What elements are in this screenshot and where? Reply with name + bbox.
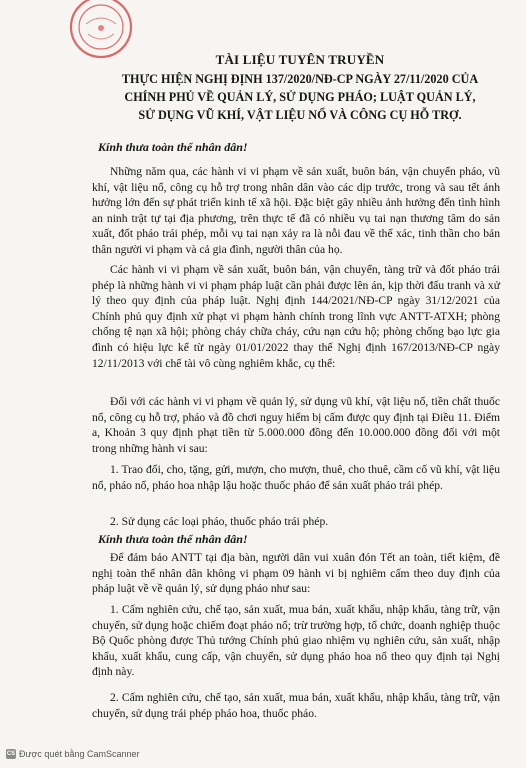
paragraph-intro: Những năm qua, các hành vi vi phạm về sản xuất, buôn bán, vận chuyển pháo, vũ khí, vật liệu nổ, công cụ hỗ trợ trong nhân dân vào các dịp trước, trong và sau tết ảnh hưởng lớn đến sự phát triển kinh tế xã hội. Đặc biệt gây nhiều ảnh hưởng đến tình hình an ninh trật tự tại địa phương, trên thực tế đã có nhiều vụ tai nạn thương tâm do sản xuất, đốt pháo trái phép, mỗi vụ tai nạn xảy ra là nỗi đau về thể xác, tinh thần cho bản thân người vi phạm và cả gia đình, người thân của họ. [92,165,500,256]
greeting-second: Kính thưa toàn thể nhân dân! [98,532,248,546]
scanner-watermark [6,749,140,759]
document-subtitle: THỰC HIỆN NGHỊ ĐỊNH 137/2020/NĐ-CP NGÀY 27/11/2020 CỦA CHÍNH PHỦ VỀ QUẢN LÝ, SỬ DỤNG PHÁO; LUẬT QUẢN LÝ, SỬ DỤNG VŨ KHÍ, VẬT LIỆU NỔ VÀ CÔNG CỤ HỖ TRỢ. [121,72,479,122]
greeting-first: Kính thưa toàn thể nhân dân! [98,140,248,154]
scanner-watermark-text: Được quét bằng CamScanner [19,749,140,759]
paragraph-request: Để đảm bảo ANTT tại địa bàn, người dân vui xuân đón Tết an toàn, tiết kiệm, đề nghị toàn thể nhân dân không vi phạm 09 hành vi bị nghiêm cấm theo duy định của pháp luật về về quản lý, sử dụng pháo như sau: [92,551,500,596]
official-stamp [68,0,134,60]
camscanner-icon: CS [6,751,16,757]
list-item-penalty-1: 1. Trao đổi, cho, tặng, gửi, mượn, cho mượn, thuê, cho thuê, cầm cố vũ khí, vật liệu nổ, pháo nổ, pháo hoa nhập lậu hoặc thuốc pháo để sản xuất pháo trái phép. [92,463,500,492]
paragraph-penalty: Đối với các hành vi vi phạm về quản lý, sử dụng vũ khí, vật liệu nổ, tiền chất thuốc nổ, công cụ hỗ trợ, pháo và đồ chơi nguy hiểm bị cấm được quy định tại Điều 11. Điểm a, Khoản 3 quy định phạt tiền từ 5.000.000 đồng đến 10.000.000 đồng đối với một trong những hành vi sau: [92,395,500,455]
list-item-prohibition-2: 2. Cấm nghiên cứu, chế tạo, sản xuất, mua bán, xuất khẩu, nhập khẩu, tàng trữ, vận chuyển, sử dụng trái phép pháo hoa, thuốc pháo. [92,691,500,720]
document-title: TÀI LIỆU TUYÊN TRUYỀN [215,52,385,67]
list-item-penalty-2: 2. Sử dụng các loại pháo, thuốc pháo trái phép. [110,515,329,528]
list-item-prohibition-1: 1. Cấm nghiên cứu, chế tạo, sản xuất, mua bán, xuất khẩu, nhập khẩu, tàng trữ, vận chuyển, sử dụng hoặc chiếm đoạt pháo nổ; trừ trường hợp, tổ chức, doanh nghiệp thuộc Bộ Quốc phòng được Thủ tướng Chính phủ giao nhiệm vụ nghiên cứu, sản xuất, nhập khẩu, xuất khẩu, cung cấp, vận chuyển, sử dụng pháo hoa nổ theo quy định tại Nghị định này. [92,603,500,679]
paragraph-regulation: Các hành vi vi phạm về sản xuất, buôn bán, vận chuyển, tàng trữ và đốt pháo trái phép là những hành vi vi phạm pháp luật cần phải được lên án, kịp thời đấu tranh và xử lý theo quy định của pháp luật. Nghị định 144/2021/NĐ-CP ngày 31/12/2021 của Chính phủ quy định xử phạt vi phạm hành chính trong lĩnh vực ANTT-ATXH; phòng chống tệ nạn xã hội; phòng cháy chữa cháy, cứu nạn cứu hộ; phòng chống bạo lực gia đình có hiệu lực kể từ ngày 01/01/2022 thay thế Nghị định 167/2013/NĐ-CP ngày 12/11/2013 với chế tài vô cùng nghiêm khắc, cụ thể: [92,263,500,370]
